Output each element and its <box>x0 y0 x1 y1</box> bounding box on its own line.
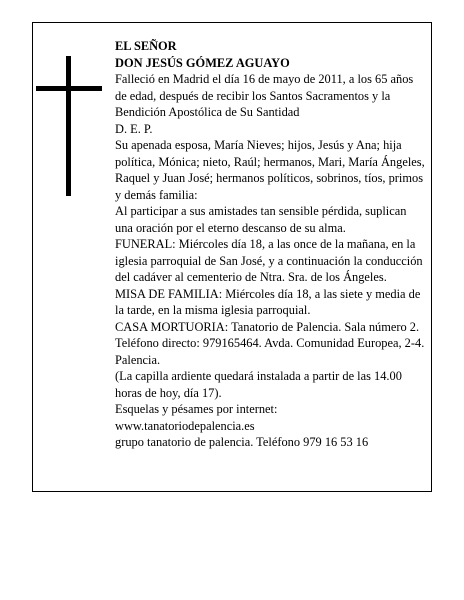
funeral-home-info: CASA MORTUORIA: Tanatorio de Palencia. Sala número 2. Teléfono directo: 979165464. Avda. Comunidad Europea, 2-4. Palencia. <box>115 319 425 367</box>
cross-horizontal-bar <box>36 86 102 91</box>
contact-phone: grupo tanatorio de palencia. Teléfono 979 16 53 16 <box>115 435 369 449</box>
website-url: www.tanatoriodepalencia.es <box>115 418 255 433</box>
death-announcement: Falleció en Madrid el día 16 de mayo de 2011, a los 65 años de edad, después de recibir los Santos Sacramentos y la Bendición Apostólica de Su Santidad <box>115 72 414 119</box>
family-mass-info: MISA DE FAMILIA: Miércoles día 18, a las siete y media de la tarde, en la misma iglesia parroquial. <box>115 286 421 317</box>
prayer-request: Al participar a sus amistades tan sensible pérdida, suplican una oración por el eterno descanso de su alma. <box>115 204 407 235</box>
dep-line: D. E. P. <box>115 121 153 136</box>
cross-icon <box>36 56 102 196</box>
family-list: Su apenada esposa, María Nieves; hijos, Jesús y Ana; hija política, Mónica; nieto, Raúl; hermanos, Mari, María Ángeles, Raquel y Juan José; hermanos políticos, sobrinos, tíos, primos y demás familia: <box>115 138 425 202</box>
funeral-info: FUNERAL: Miércoles día 18, a las once de la mañana, en la iglesia parroquial de San José, y a continuación la conducción del cadáver al cementerio de Ntra. Sra. de los Ángeles. <box>115 237 423 284</box>
cross-vertical-bar <box>66 56 71 196</box>
obituary-text <box>115 38 425 451</box>
chapel-info: (La capilla ardiente quedará instalada a partir de las 14.00 horas de hoy, día 17). <box>115 369 402 400</box>
heading-title: EL SEÑOR <box>115 39 177 53</box>
condolences-label: Esquelas y pésames por internet: <box>115 402 278 416</box>
deceased-name: DON JESÚS GÓMEZ AGUAYO <box>115 55 290 70</box>
